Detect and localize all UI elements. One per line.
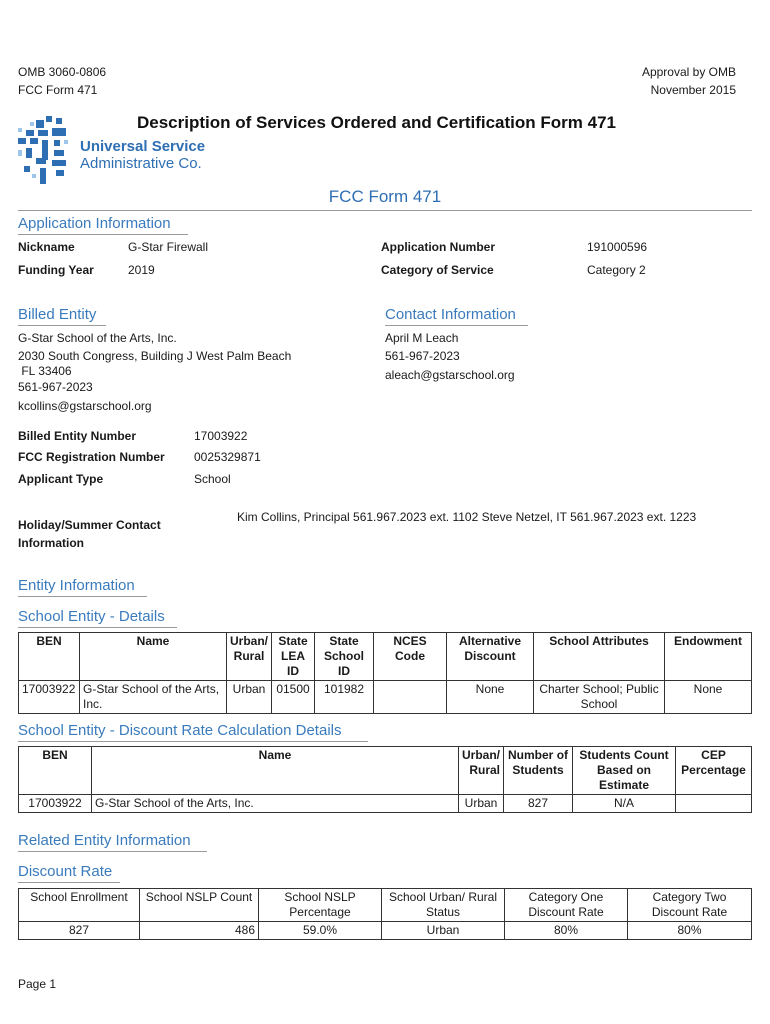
col-ben: BEN <box>19 747 92 795</box>
contact-email: aleach@gstarschool.org <box>385 368 515 382</box>
col-alternative-discount: Alternative Discount <box>447 633 534 681</box>
related-entity-title: Related Entity Information <box>18 832 191 849</box>
cell-ben: 17003922 <box>19 795 92 813</box>
discount-calc-underline <box>18 741 368 742</box>
col-nslp-count: School NSLP Count <box>140 889 259 922</box>
nickname-value: G-Star Firewall <box>128 240 209 254</box>
cell-nslp-count: 486 <box>140 922 259 940</box>
usac-logo <box>16 116 206 186</box>
col-name: Name <box>80 633 227 681</box>
discount-rate-underline <box>18 882 120 883</box>
col-cat2-discount: Category Two Discount Rate <box>628 889 752 922</box>
cell-nslp-percentage: 59.0% <box>259 922 382 940</box>
billed-entity-name: G-Star School of the Arts, Inc. <box>18 331 177 345</box>
school-details-title: School Entity - Details <box>18 608 165 625</box>
cell-state-lea-id: 01500 <box>272 681 315 714</box>
approval-date: November 2015 <box>650 83 736 97</box>
col-endowment: Endowment <box>665 633 752 681</box>
page-title: Description of Services Ordered and Certification Form 471 <box>137 113 616 132</box>
table-header-row <box>19 889 752 922</box>
billed-entity-phone: 561-967-2023 <box>18 380 93 394</box>
omb-approval: Approval by OMB <box>641 65 736 79</box>
cell-ben: 17003922 <box>19 681 80 714</box>
col-school-attributes: School Attributes <box>534 633 665 681</box>
school-details-underline <box>18 627 177 628</box>
contact-underline <box>385 325 528 326</box>
entity-section-title: Entity Information <box>18 577 135 594</box>
table-row <box>19 922 752 940</box>
col-number-students: Number of Students <box>504 747 573 795</box>
applicant-type-value: School <box>194 472 231 486</box>
cell-state-school-id: 101982 <box>315 681 374 714</box>
page-number: Page 1 <box>18 977 57 991</box>
contact-name: April M Leach <box>385 331 459 345</box>
discount-rate-title: Discount Rate <box>18 863 113 880</box>
col-estimate: Students Count Based on Estimate <box>573 747 676 795</box>
entity-underline <box>18 596 147 597</box>
col-cat1-discount: Category One Discount Rate <box>505 889 628 922</box>
category-label: Category of Service <box>381 263 494 277</box>
discount-calc-title: School Entity - Discount Rate Calculation Details <box>18 722 342 739</box>
cell-nces-code <box>374 681 447 714</box>
col-state-lea-id: State LEA ID <box>272 633 315 681</box>
billed-entity-address1: 2030 South Congress, Building J West Palm Beach <box>18 349 292 363</box>
cell-cat2-discount: 80% <box>628 922 752 940</box>
cell-school-attributes: Charter School; Public School <box>534 681 665 714</box>
col-cep: CEP Percentage <box>676 747 752 795</box>
form-short-name: FCC Form 471 <box>18 83 98 97</box>
cell-endowment: None <box>665 681 752 714</box>
application-underline <box>18 234 188 235</box>
funding-year-value: 2019 <box>128 263 155 277</box>
col-ben: BEN <box>19 633 80 681</box>
nickname-label: Nickname <box>18 240 75 254</box>
related-entity-underline <box>18 851 207 852</box>
application-number-value: 191000596 <box>587 240 648 254</box>
usac-logo-mark-icon <box>16 116 76 186</box>
cell-urban-rural: Urban <box>459 795 504 813</box>
contact-phone: 561-967-2023 <box>385 349 460 363</box>
cell-alternative-discount: None <box>447 681 534 714</box>
frn-label: FCC Registration Number <box>18 450 165 464</box>
col-urban-rural-status: School Urban/ Rural Status <box>382 889 505 922</box>
billed-entity-address2: FL 33406 <box>18 364 72 378</box>
cell-number-students: 827 <box>504 795 573 813</box>
school-details-table <box>18 632 752 714</box>
col-state-school-id: State School ID <box>315 633 374 681</box>
cell-cep <box>676 795 752 813</box>
cell-urban-rural-status: Urban <box>382 922 505 940</box>
cell-estimate: N/A <box>573 795 676 813</box>
ben-value: 17003922 <box>194 429 248 443</box>
table-header-row <box>19 633 752 681</box>
frn-value: 0025329871 <box>194 450 261 464</box>
contact-section-title: Contact Information <box>385 306 516 323</box>
ben-label: Billed Entity Number <box>18 429 137 443</box>
logo-line1: Universal Service <box>80 138 206 155</box>
table-row <box>19 681 752 714</box>
holiday-contact-value: Kim Collins, Principal 561.967.2023 ext. 1102 Steve Netzel, IT 561.967.2023 ext. 1223 <box>237 510 697 524</box>
col-name: Name <box>92 747 459 795</box>
col-enrollment: School Enrollment <box>19 889 140 922</box>
table-row <box>19 795 752 813</box>
logo-line2: Administrative Co. <box>80 155 202 172</box>
billed-entity-email: kcollins@gstarschool.org <box>18 399 152 413</box>
discount-calc-table <box>18 746 752 813</box>
holiday-contact-label-line2: Information <box>18 536 84 550</box>
col-nslp-percentage: School NSLP Percentage <box>259 889 382 922</box>
holiday-contact-label-line1: Holiday/Summer Contact <box>18 518 161 532</box>
cell-name: G-Star School of the Arts, Inc. <box>80 681 227 714</box>
billed-entity-underline <box>18 325 106 326</box>
application-number-label: Application Number <box>381 240 496 254</box>
cell-cat1-discount: 80% <box>505 922 628 940</box>
cell-name: G-Star School of the Arts, Inc. <box>92 795 459 813</box>
omb-number: OMB 3060-0806 <box>18 65 107 79</box>
cell-urban-rural: Urban <box>227 681 272 714</box>
billed-entity-section-title: Billed Entity <box>18 306 97 323</box>
category-value: Category 2 <box>587 263 646 277</box>
application-section-title: Application Information <box>18 215 171 232</box>
col-nces-code: NCES Code <box>374 633 447 681</box>
col-urban-rural: Urban/ Rural <box>459 747 504 795</box>
form-title: FCC Form 471 <box>328 187 442 206</box>
discount-rate-table <box>18 888 752 940</box>
table-header-row <box>19 747 752 795</box>
header-divider <box>18 210 752 211</box>
col-urban-rural: Urban/ Rural <box>227 633 272 681</box>
cell-enrollment: 827 <box>19 922 140 940</box>
applicant-type-label: Applicant Type <box>18 472 104 486</box>
funding-year-label: Funding Year <box>18 263 94 277</box>
